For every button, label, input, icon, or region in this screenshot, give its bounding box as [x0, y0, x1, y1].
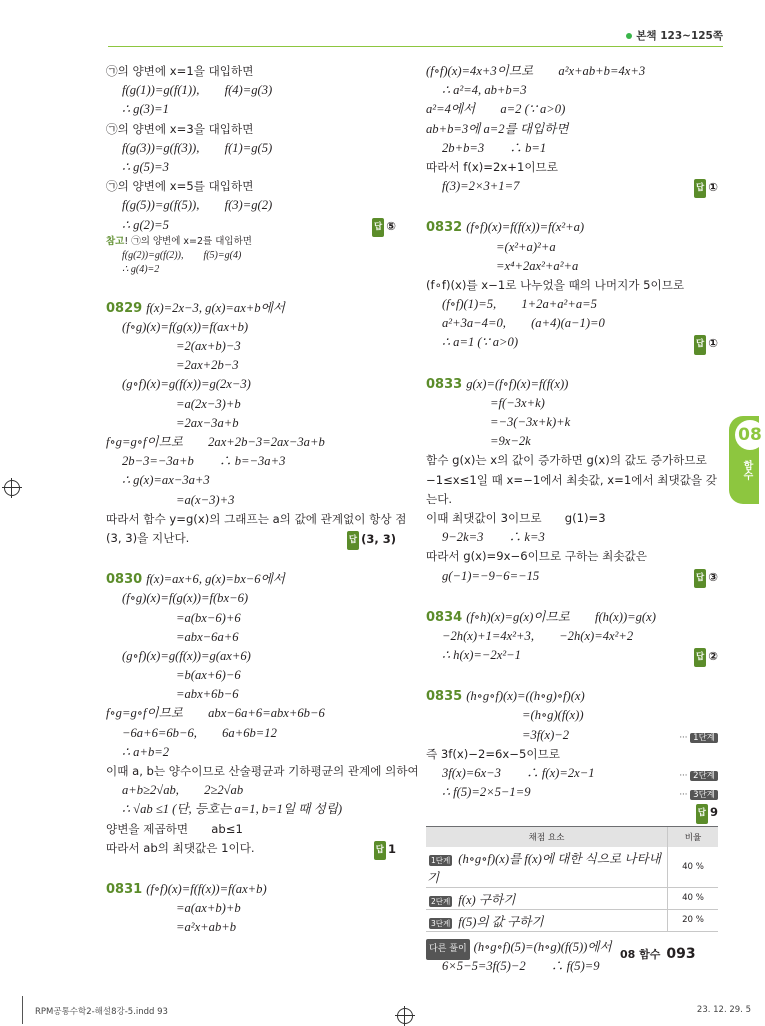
- math-line: =2ax+2b−3: [176, 358, 239, 373]
- math-line: a+b≥2√ab, 2≥2√ab: [122, 783, 244, 798]
- answer-mark: 답 9: [696, 803, 718, 823]
- bullet-icon: [626, 33, 632, 39]
- problem-0834: 0834 (f∘h)(x)=g(x)이므로 f(h(x))=g(x): [426, 609, 656, 625]
- table-row: 3단계 f(5)의 값 구하기 20 %: [426, 909, 718, 931]
- math-line: f(g(3))=g(f(3)), f(1)=g(5): [122, 140, 273, 155]
- math-line: f∘g=g∘f이므로 abx−6a+6=abx+6b−6: [106, 706, 325, 721]
- math-line: ∴ g(3)=1: [122, 102, 169, 117]
- text-line: 함수 g(x)는 x의 값이 증가하면 g(x)의 값도 증가하므로: [426, 453, 707, 468]
- table-row: 2단계 f(x) 구하기 40 %: [426, 887, 718, 909]
- problem-0829: 0829 f(x)=2x−3, g(x)=ax+b에서: [106, 300, 285, 316]
- reference-note: 참고! ㉠의 양변에 x=2를 대입하면 f(g(2))=g(f(2)), f(5)=g(4) ∴ g(4)=2: [106, 235, 252, 275]
- math-line: =a(ax+b)+b: [176, 901, 241, 916]
- answer-mark: 답 ①: [694, 334, 718, 354]
- math-line: a²+3a−4=0, (a+4)(a−1)=0: [442, 316, 605, 331]
- math-line: =2(ax+b)−3: [176, 339, 241, 354]
- answer-mark: 답 ③: [694, 568, 718, 588]
- text-line: 즉 3f(x)−2=6x−5이므로: [426, 746, 560, 761]
- math-line: =abx−6a+6: [176, 629, 239, 644]
- math-line: =f(−3x+k): [490, 395, 545, 410]
- math-line: =x⁴+2ax²+a²+a: [496, 258, 579, 273]
- text-line: −1≤x≤1일 때 x=−1에서 최솟값, x=1에서 최댓값을 갖: [426, 472, 717, 487]
- problem-number: 0831: [106, 881, 143, 897]
- alt-solution: 다른 풀이 (h∘g∘f)(5)=(h∘g)(f(5))에서: [426, 938, 718, 957]
- math-line: 6×5−5=3f(5)−2 ∴ f(5)=9: [442, 958, 600, 973]
- math-line: g(−1)=−9−6=−15 답 ③: [426, 567, 718, 586]
- math-line: =(x²+a)²+a: [496, 239, 556, 254]
- answer-line: [426, 802, 718, 821]
- header-label: 본책 123~125쪽: [626, 28, 723, 43]
- text-line: ㉠의 양변에 x=5를 대입하면: [106, 179, 254, 194]
- header-rule: [108, 46, 723, 47]
- math-line: 9−2k=3 ∴ k=3: [442, 530, 545, 545]
- table-row: 1단계 (h∘g∘f)(x)를 f(x)에 대한 식으로 나타내기 40 %: [426, 847, 718, 888]
- math-line: =2ax−3a+b: [176, 415, 239, 430]
- math-line: ∴ a²=4, ab+b=3: [442, 83, 527, 98]
- table-header: 비율: [668, 826, 719, 847]
- left-column: [106, 62, 419, 938]
- math-line: (f∘f)(1)=5, 1+2a+a²+a=5: [442, 297, 597, 312]
- text-line: (f∘f)(x)를 x−1로 나누었을 때의 나머지가 5이므로: [426, 277, 685, 292]
- problem-number: 0834: [426, 609, 463, 625]
- registration-mark-icon: [397, 1008, 413, 1024]
- problem-number: 0833: [426, 376, 463, 392]
- math-line: ∴ f(5)=2×5−1=9 ··· 3단계: [426, 783, 718, 802]
- table-header: 채점 요소: [426, 826, 668, 847]
- problem-0835: 0835 (h∘g∘f)(x)=((h∘g)∘f)(x): [426, 689, 585, 705]
- math-line: ∴ a=1 (∵ a>0) 답 ①: [426, 333, 718, 352]
- problem-number: 0835: [426, 689, 463, 705]
- math-line: ∴ a+b=2: [122, 744, 170, 759]
- math-line: =9x−2k: [490, 434, 531, 449]
- math-line: =(h∘g)(f(x)): [522, 708, 584, 723]
- print-slug-date: 23. 12. 29. 5: [696, 1005, 751, 1015]
- page-footer: 08 함수 093: [620, 946, 696, 962]
- math-line: f(g(1))=g(f(1)), f(4)=g(3): [122, 83, 273, 98]
- answer-mark: 답 (3, 3): [347, 530, 396, 550]
- math-line: ab+b=3에 a=2를 대입하면: [426, 121, 569, 136]
- math-line: ∴ g(5)=3: [122, 159, 169, 174]
- math-line: =a²x+ab+b: [176, 920, 237, 935]
- text-line: 이때 a, b는 양수이므로 산술평균과 기하평균의 관계에 의하여: [106, 764, 419, 778]
- math-line: 2b−3=−3a+b ∴ b=−3a+3: [122, 454, 286, 469]
- answer-mark: 답 ①: [694, 178, 718, 198]
- text-line: 따라서 ab의 최댓값은 1이다. 답 1: [106, 839, 396, 858]
- text-line: (3, 3)을 지난다. 답 (3, 3): [106, 529, 396, 548]
- crop-mark: [22, 996, 23, 1024]
- math-line: −2h(x)+1=4x²+3, −2h(x)=4x²+2: [442, 628, 634, 643]
- math-line: f(3)=2×3+1=7 답 ①: [426, 177, 718, 196]
- math-line: (f∘g)(x)=f(g(x))=f(ax+b): [122, 319, 249, 334]
- math-line: (g∘f)(x)=g(f(x))=g(2x−3): [122, 377, 251, 392]
- math-line: ∴ √ab ≤1 (단, 등호는 a=1, b=1일 때 성립): [122, 802, 343, 817]
- problem-number: 0829: [106, 300, 143, 316]
- problem-0830: 0830 f(x)=ax+6, g(x)=bx−6에서: [106, 572, 285, 588]
- math-line: =abx+6b−6: [176, 687, 239, 702]
- right-column: [426, 62, 718, 976]
- registration-mark-icon: [4, 480, 20, 496]
- math-line: =b(ax+6)−6: [176, 668, 241, 683]
- text-line: 따라서 함수 y=g(x)의 그래프는 a의 값에 관계없이 항상 점: [106, 511, 407, 526]
- chapter-tab: 08 함수: [729, 416, 759, 504]
- step-label: ··· 1단계: [679, 729, 718, 748]
- math-line: (f∘f)(x)=4x+3이므로 a²x+ab+b=4x+3: [426, 64, 646, 78]
- scoring-table: [426, 826, 718, 932]
- answer-mark: 답 ⑤: [372, 217, 396, 237]
- math-line: =a(bx−6)+6: [176, 610, 241, 625]
- math-line: =3f(x)−2 ··· 1단계: [426, 726, 718, 745]
- problem-number: 0832: [426, 220, 463, 236]
- math-line: =−3(−3x+k)+k: [490, 415, 571, 429]
- step-label: ··· 3단계: [679, 786, 718, 805]
- math-line: ∴ g(2)=5 답 ⑤: [106, 216, 396, 235]
- math-line: =a(x−3)+3: [176, 492, 235, 507]
- text-line: 따라서 f(x)=2x+1이므로: [426, 159, 558, 174]
- text-line: 따라서 g(x)=9x−6이므로 구하는 최솟값은: [426, 549, 647, 564]
- math-line: f(g(5))=g(f(5)), f(3)=g(2): [122, 198, 273, 213]
- math-line: ∴ h(x)=−2x²−1 답 ②: [426, 646, 718, 665]
- math-line: f∘g=g∘f이므로 2ax+2b−3=2ax−3a+b: [106, 435, 325, 449]
- problem-0831: 0831 (f∘f)(x)=f(f(x))=f(ax+b): [106, 881, 267, 897]
- math-line: (g∘f)(x)=g(f(x))=g(ax+6): [122, 648, 251, 663]
- math-line: a²=4에서 a=2 (∵ a>0): [426, 102, 566, 117]
- answer-mark: 답 1: [374, 840, 396, 860]
- answer-mark: 답 ②: [694, 647, 718, 667]
- math-line: (f∘g)(x)=f(g(x))=f(bx−6): [122, 591, 249, 606]
- math-line: =a(2x−3)+b: [176, 396, 241, 411]
- problem-0832: 0832 (f∘f)(x)=f(f(x))=f(x²+a): [426, 220, 585, 236]
- problem-0833: 0833 g(x)=(f∘f)(x)=f(f(x)): [426, 376, 569, 392]
- text-line: 이때 최댓값이 3이므로 g(1)=3: [426, 510, 606, 525]
- text-line: ㉠의 양변에 x=3을 대입하면: [106, 121, 254, 136]
- math-line: −6a+6=6b−6, 6a+6b=12: [122, 725, 277, 740]
- text-line: ㉠의 양변에 x=1을 대입하면: [106, 64, 254, 78]
- math-line: ∴ g(x)=ax−3a+3: [122, 473, 210, 488]
- text-line: 는다.: [426, 491, 453, 506]
- math-line: 3f(x)=6x−3 ∴ f(x)=2x−1 ··· 2단계: [426, 764, 718, 783]
- problem-number: 0830: [106, 572, 143, 588]
- math-line: 2b+b=3 ∴ b=1: [442, 140, 547, 155]
- text-line: 양변을 제곱하면 ab≤1: [106, 821, 243, 836]
- print-slug-file: RPM공통수학2-해설8강-5.indd 93: [35, 1007, 168, 1017]
- step-label: ··· 2단계: [679, 767, 718, 786]
